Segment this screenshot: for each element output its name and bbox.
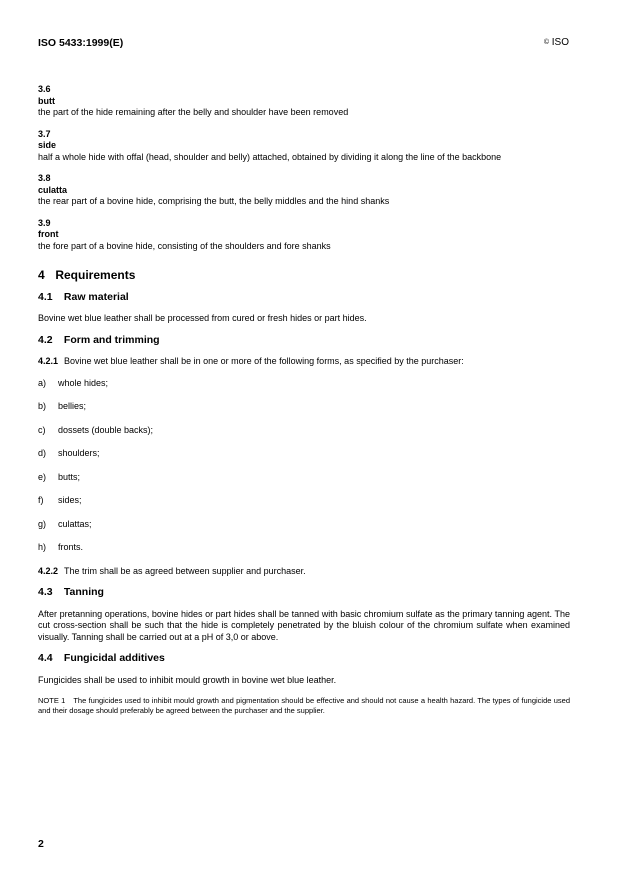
list-label: a)	[38, 377, 47, 388]
list-text: shoulders;	[58, 448, 100, 458]
definition-3-6	[38, 84, 570, 119]
definition-number: 3.7	[38, 128, 51, 139]
list-item	[38, 448, 570, 460]
clause-number: 4.2.2	[38, 565, 59, 576]
list-text: dossets (double backs);	[58, 424, 154, 435]
definition-term: butt	[38, 95, 55, 106]
list-text: bellies;	[58, 401, 87, 411]
subsection-number: 4.2	[38, 333, 53, 346]
list-label: g)	[38, 518, 47, 529]
note-text: The fungicides used to inhibit mould growth and pigmentation should be effective and should not cause a health hazard. The types of fungicide used and their dosage should preferably be agreed between the purchaser and the supplier.	[38, 696, 570, 715]
paragraph-4-4: Fungicides shall be used to inhibit mould growth in bovine wet blue leather.	[38, 674, 337, 685]
subsection-heading-4-2	[38, 335, 570, 347]
subsection-number: 4.1	[38, 290, 53, 303]
paragraph-4-1: Bovine wet blue leather shall be processed from cured or fresh hides or part hides.	[38, 313, 367, 323]
section-heading-4	[38, 270, 570, 282]
definition-text: half a whole hide with offal (head, shoulder and belly) attached, obtained by dividing it along the line of the backbone	[38, 151, 502, 162]
list-text: culattas;	[58, 518, 92, 529]
definition-term: culatta	[38, 184, 68, 195]
list-item	[38, 519, 570, 531]
standard-designation: ISO 5433:1999(E)	[38, 37, 124, 49]
subsection-heading-4-4	[38, 653, 570, 665]
section-title: Requirements	[55, 268, 136, 282]
definition-number: 3.6	[38, 84, 51, 94]
list-item	[38, 401, 570, 413]
copyright-owner: ISO	[551, 37, 569, 48]
copyright-notice	[544, 37, 569, 48]
clause-text: The trim shall be as agreed between supplier and purchaser.	[64, 565, 306, 576]
list-label: e)	[38, 471, 47, 482]
page-number: 2	[38, 838, 44, 850]
note-label: NOTE 1	[38, 696, 66, 705]
subsection-title: Tanning	[63, 586, 104, 598]
subsection-number: 4.3	[38, 586, 53, 598]
subsection-heading-4-3	[38, 587, 570, 599]
main-content	[38, 84, 570, 715]
list-label: d)	[38, 448, 47, 458]
clause-text: Bovine wet blue leather shall be in one or more of the following forms, as specified by the purchaser:	[64, 356, 464, 366]
list-item	[38, 542, 570, 554]
definition-text: the part of the hide remaining after the belly and shoulder have been removed	[38, 107, 349, 117]
copyright-symbol: ©	[543, 39, 549, 46]
list-label: b)	[38, 401, 47, 411]
clause-number: 4.2.1	[38, 356, 59, 366]
list-item	[38, 472, 570, 484]
paragraph-4-3: After pretanning operations, bovine hides or part hides shall be tanned with basic chromium sulfate as the primary tanning agent. The cut cross-section shall be such that the hide is completely penetrated by the bluish colour of the chromium sulfate when examined visually. Tanning shall be carried out at a pH of 3,0 or above.	[38, 608, 570, 642]
definition-text: the fore part of a bovine hide, consisting of the shoulders and fore shanks	[38, 240, 331, 251]
definition-number: 3.9	[38, 217, 51, 228]
subsection-number: 4.4	[38, 652, 53, 664]
definition-term: front	[38, 229, 59, 239]
subsection-title: Form and trimming	[63, 333, 160, 346]
definition-text: the rear part of a bovine hide, comprising the butt, the belly middles and the hind shanks	[38, 196, 390, 206]
definition-term: side	[38, 140, 57, 150]
definition-number: 3.8	[38, 173, 51, 183]
definition-3-9	[38, 218, 570, 253]
paragraph-4-2-1	[38, 356, 570, 368]
subsection-title: Fungicidal additives	[63, 652, 165, 664]
list-text: fronts.	[58, 542, 84, 552]
list-text: butts;	[58, 471, 81, 482]
list-label: h)	[38, 542, 47, 552]
list-item	[38, 425, 570, 437]
list-label: c)	[38, 424, 46, 435]
list-item	[38, 378, 570, 390]
list-label: f)	[38, 495, 44, 505]
list-text: sides;	[58, 495, 82, 505]
paragraph-4-2-2	[38, 566, 570, 578]
definition-3-8	[38, 173, 570, 208]
note-1	[38, 696, 570, 715]
subsection-title: Raw material	[63, 290, 129, 303]
list-item	[38, 495, 570, 507]
subsection-heading-4-1	[38, 292, 570, 304]
list-text: whole hides;	[58, 377, 109, 388]
section-number: 4	[38, 268, 45, 282]
definition-3-7	[38, 129, 570, 164]
